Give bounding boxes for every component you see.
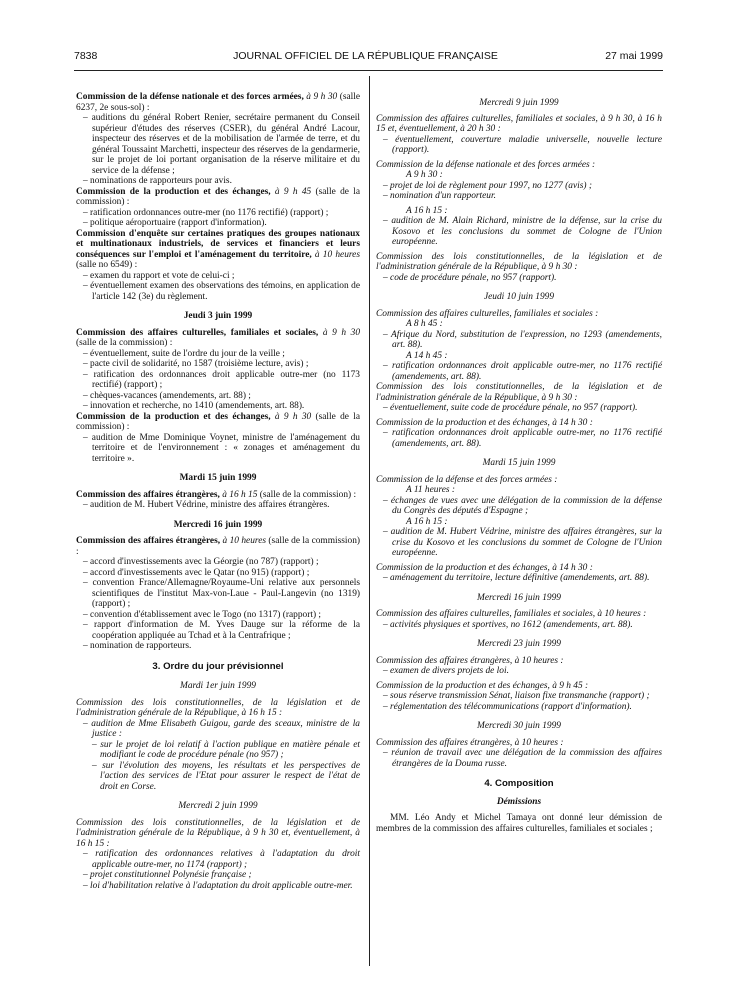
page-number: 7838 <box>74 50 98 62</box>
agenda-item: – audition de M. Hubert Védrine, ministre des affaires étrangères, sur la crise du Kosovo et les conclusions du sommet de Cologne de l'Union européenne. <box>383 527 662 558</box>
commission-entry: Commission des lois constitutionnelles, de la législation et de l'administration générale de la République, à 9 h 30 et, éventuellement, à 16 h 15 : <box>76 817 360 849</box>
commission-entry: Commission de la production et des échanges, à 14 h 30 : <box>376 562 593 573</box>
day-heading: Mercredi 9 juin 1999 <box>479 98 559 108</box>
commission-entry: Commission des lois constitutionnelles, de la législation et de l'administration générale de la République, à 9 h 30 : <box>376 382 662 403</box>
commission-entry: Commission de la production et des échanges, à 9 h 45 (salle de la commission) : <box>76 186 360 207</box>
commission-entry: Commission de la production et des échanges, à 9 h 30 (salle de la commission) : <box>76 411 360 432</box>
day-heading: Mercredi 30 juin 1999 <box>477 721 561 731</box>
commission-entry: Commission des affaires étrangères, à 10 heures : <box>376 737 564 748</box>
left-column <box>76 92 360 891</box>
agenda-item: – examen de divers projets de loi. <box>383 666 509 676</box>
commission-entry: Commission d'enquête sur certaines pratiques des groupes nationaux et multinationaux industriels, de services et financiers et leurs conséquences sur l'emploi et l'aménagement du territoire, à 10 heures (salle no 6549) : <box>76 228 360 270</box>
agenda-item: – ratification ordonnances droit applicable outre-mer, no 1176 rectifié (amendements, art. 88). <box>383 361 662 382</box>
journal-title: JOURNAL OFFICIEL DE LA RÉPUBLIQUE FRANÇAISE <box>233 50 498 62</box>
commission-entry: Commission de la défense nationale et des forces armées, à 9 h 30 (salle 6237, 2e sous-sol) : <box>76 92 360 113</box>
agenda-item: – audition de M. Hubert Védrine, ministre des affaires étrangères. <box>83 500 330 510</box>
agenda-item: – échanges de vues avec une délégation de la commission de la défense du Congrès des députés d'Espagne ; <box>383 495 662 516</box>
agenda-item: – sous réserve transmission Sénat, liaison fixe transmanche (rapport) ; <box>383 691 650 701</box>
agenda-item: – examen du rapport et vote de celui-ci ; <box>83 270 235 281</box>
agenda-item: – réglementation des télécommunications (rapport d'information). <box>383 701 632 712</box>
commission-entry: Commission des affaires étrangères, à 10 heures : <box>376 655 564 666</box>
right-column <box>376 98 662 834</box>
commission-entry: Commission des affaires culturelles, familiales et sociales, à 9 h 30, à 16 h 15 et, éventuellement, à 20 h 30 : <box>376 113 662 134</box>
agenda-item: – audition de Mme Dominique Voynet, ministre de l'aménagement du territoire et de l'environnement : « zonages et aménagement du territoire ». <box>83 432 360 464</box>
commission-entry: Commission de la défense et des forces armées : <box>376 474 558 485</box>
agenda-item: – réunion de travail avec une délégation de la commission des affaires étrangères de la Douma russe. <box>383 748 662 769</box>
day-heading: Mercredi 23 juin 1999 <box>477 639 561 649</box>
agenda-item: – nomination d'un rapporteur. <box>383 191 496 201</box>
commission-entry: Commission des lois constitutionnelles, de la législation et de l'administration générale de la République, à 9 h 30 : <box>376 251 662 272</box>
agenda-item: – accord d'investissements avec la Géorgie (no 787) (rapport) ; <box>83 557 319 567</box>
time-slot: A 8 h 45 : <box>406 319 443 329</box>
commission-entry: Commission de la production et des échanges, à 14 h 30 : <box>376 417 593 428</box>
commission-entry: Commission des affaires culturelles, familiales et sociales : <box>376 308 599 319</box>
agenda-item: – éventuellement examen des observations des témoins, en application de l'article 142 (3e) du règlement. <box>83 281 360 302</box>
agenda-item: – aménagement du territoire, lecture définitive (amendements, art. 88). <box>383 573 650 583</box>
issue-date: 27 mai 1999 <box>605 50 663 62</box>
agenda-item: – politique aéroportuaire (rapport d'information). <box>83 218 267 228</box>
day-heading: Mercredi 16 juin 1999 <box>477 592 561 603</box>
section-heading: 3. Ordre du jour prévisionnel <box>152 660 284 672</box>
agenda-item: – chèques-vacances (amendements, art. 88) ; <box>83 390 251 401</box>
agenda-item: – projet de loi de règlement pour 1997, no 1277 (avis) ; <box>383 180 592 191</box>
commission-entry: Commission de la production et des échanges, à 9 h 45 : <box>376 680 589 691</box>
agenda-item: – accord d'investissements avec le Qatar (no 915) (rapport) ; <box>83 567 310 578</box>
agenda-item: – éventuellement, suite code de procédure pénale, no 957 (rapport). <box>383 403 638 413</box>
agenda-item: – ratification des ordonnances relatives à l'adaptation du droit applicable outre-mer, no 1174 (rapport) ; <box>83 849 360 870</box>
day-heading: Mardi 1er juin 1999 <box>180 681 256 691</box>
section-heading: 4. Composition <box>484 778 554 789</box>
agenda-subitem: – sur l'évolution des moyens, les résultats et les perspectives de l'action des services de l'Etat pour assurer le respect de l'état de droit en Corse. <box>92 760 360 792</box>
day-heading: Mardi 15 juin 1999 <box>482 458 556 468</box>
agenda-item: – pacte civil de solidarité, no 1587 (troisième lecture, avis) ; <box>83 359 309 369</box>
subsection-heading: Démissions <box>496 796 542 807</box>
commission-entry: Commission de la défense nationale et des forces armées : <box>376 159 596 170</box>
agenda-item: – loi d'habilitation relative à l'adaptation du droit applicable outre-mer. <box>83 880 353 891</box>
agenda-item: – nomination de rapporteurs. <box>83 641 192 651</box>
agenda-item: – ratification ordonnances droit applicable outre-mer, no 1176 rectifié (amendements, art. 88). <box>383 428 662 449</box>
time-slot: A 9 h 30 : <box>406 170 443 180</box>
agenda-item: – audition de M. Alain Richard, ministre de la défense, sur la crise du Kosovo et les conclusions du sommet de Cologne de l'Union européenne. <box>383 216 662 247</box>
column-divider <box>369 76 370 966</box>
time-slot: A 16 h 15 : <box>406 205 448 216</box>
agenda-item: – ratification ordonnances outre-mer (no 1176 rectifié) (rapport) ; <box>83 207 329 218</box>
agenda-item: – code de procédure pénale, no 957 (rapport). <box>383 272 557 283</box>
commission-entry: Commission des affaires culturelles, familiales et sociales, à 9 h 30 (salle de la commission) : <box>76 327 361 348</box>
agenda-item: – ratification des ordonnances droit applicable outre-mer (no 1173 rectifié) (rapport) ; <box>83 369 360 390</box>
day-heading: Mardi 15 juin 1999 <box>179 473 257 483</box>
agenda-item: – projet constitutionnel Polynésie française ; <box>83 870 252 880</box>
commission-entry: Commission des affaires étrangères, à 10 heures (salle de la commission) : <box>76 536 361 557</box>
agenda-item: – auditions du général Robert Renier, secrétaire permanent du Conseil supérieur d'études des réserves (CSER), du général André Lacour, inspecteur des réserves et de la mobilisation de l'armée de terre, et du général Toussaint Marchetti, inspecteur des réserves de la gendarmerie, sur le projet de loi portant organisation de la réserve militaire et du service de la défense ; <box>83 113 360 176</box>
agenda-item: – Afrique du Nord, substitution de l'expression, no 1293 (amendements, art. 88). <box>383 329 662 350</box>
agenda-item: – convention France/Allemagne/Royaume-Uni relative aux personnels scientifiques de l'institut Max-von-Laue - Paul-Langevin (no 1319) (rapport) ; <box>83 578 360 609</box>
agenda-subitem: – sur le projet de loi relatif à l'action publique en matière pénale et modifiant le code de procédure pénale (no 957) ; <box>92 739 360 760</box>
commission-entry: Commission des affaires culturelles, familiales et sociales, à 10 heures : <box>376 609 647 619</box>
agenda-item: – convention d'établissement avec le Togo (no 1317) (rapport) ; <box>83 609 322 620</box>
commission-entry: Commission des lois constitutionnelles, de la législation et de l'administration générale de la République, à 16 h 15 : <box>76 697 360 718</box>
time-slot: A 16 h 15 : <box>406 516 448 527</box>
body-paragraph: MM. Léo Andy et Michel Tamaya ont donné leur démission de membres de la commission des affaires culturelles, familiales et sociales ; <box>376 813 662 834</box>
agenda-item: – audition de Mme Elisabeth Guigou, garde des sceaux, ministre de la justice : <box>83 718 360 739</box>
day-heading: Jeudi 10 juin 1999 <box>483 292 555 302</box>
header-rule <box>74 70 663 71</box>
day-heading: Mercredi 2 juin 1999 <box>178 801 258 811</box>
page-header <box>74 50 663 66</box>
agenda-item: – activités physiques et sportives, no 1612 (amendements, art. 88). <box>383 619 633 630</box>
commission-entry: Commission des affaires étrangères, à 16 h 15 (salle de la commission) : <box>76 489 357 500</box>
time-slot: A 14 h 45 : <box>406 350 448 361</box>
day-heading: Jeudi 3 juin 1999 <box>183 311 253 321</box>
time-slot: A 11 heures : <box>406 485 456 495</box>
agenda-item: – éventuellement, suite de l'ordre du jour de la veille ; <box>83 348 285 359</box>
day-heading: Mercredi 16 juin 1999 <box>173 519 263 530</box>
agenda-item: – innovation et recherche, no 1410 (amendements, art. 88). <box>83 401 305 411</box>
agenda-item: – éventuellement, couverture maladie universelle, nouvelle lecture (rapport). <box>383 134 662 155</box>
agenda-item: – rapport d'information de M. Yves Dauge sur la réforme de la coopération appliquée au Tchad et à la Centrafrique ; <box>83 620 360 641</box>
agenda-item: – nominations de rapporteurs pour avis. <box>83 176 232 186</box>
